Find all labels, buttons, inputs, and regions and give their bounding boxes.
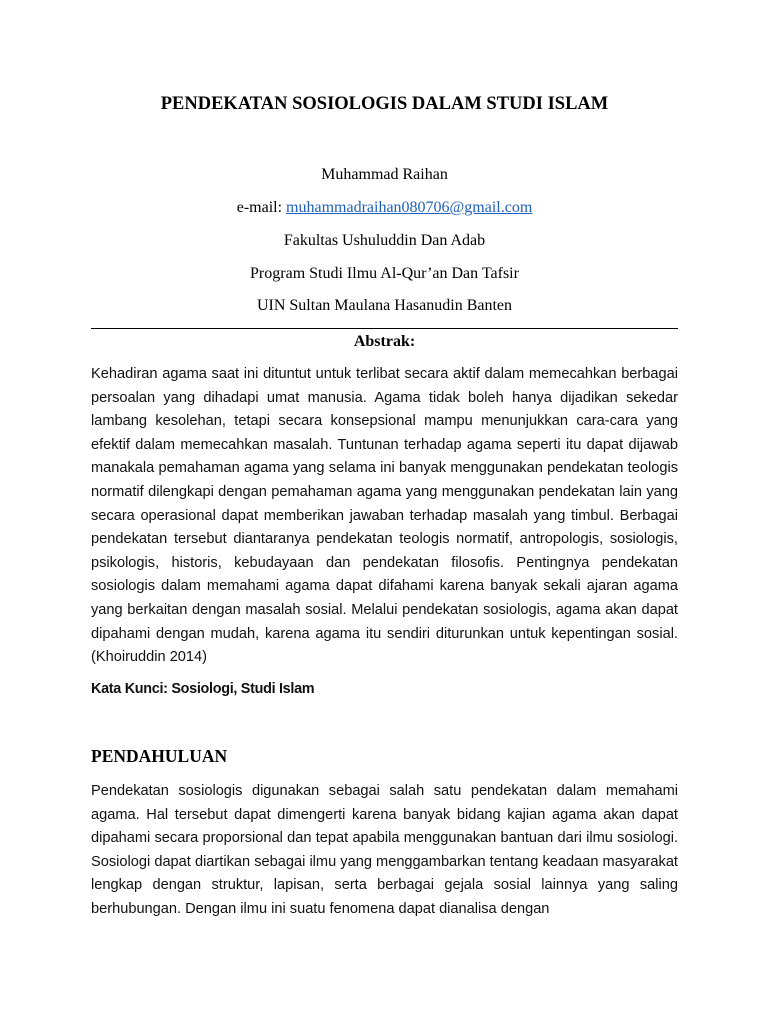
header-divider	[91, 328, 678, 329]
section-heading-introduction: PENDAHULUAN	[91, 746, 228, 766]
abstract-text: Kehadiran agama saat ini dituntut untuk terlibat secara aktif dalam memecahkan berbagai persoalan yang dihadapi umat manusia. Agama tidak boleh hanya dijadikan sekedar lambang kesolehan, tetapi secara konsepsional mampu menunjukkan cara-cara yang efektif dalam memecahkan masalah. Tuntunan terhadap agama seperti itu dapat dijawab manakala pemahaman agama yang selama ini banyak menggunakan pendekatan teologis normatif dilengkapi dengan pemahaman agama yang menggunakan pendekatan lain yang secara operasional dapat memberikan jawaban terhadap masalah yang timbul. Berbagai pendekatan tersebut diantaranya pendekatan teologis normatif, antropologis, sosiologis, psikologis, historis, kebudayaan dan pendekatan filosofis. Pentingnya pendekatan sosiologis dalam memahami agama dapat difahami karena banyak sekali ajaran agama yang berkaitan dengan masalah sosial. Melalui pendekatan sosiologis, agama akan dapat dipahami dengan mudah, karena agama itu sendiri diturunkan untuk kepentingan sosial.(Khoiruddin 2014)	[91, 366, 678, 666]
introduction-text: Pendekatan sosiologis digunakan sebagai salah satu pendekatan dalam memahami agama. Hal tersebut dapat dimengerti karena banyak bidang kajian agama akan dapat dipahami secara proporsional dan tepat apabila menggunakan bantuan dari ilmu sosiologi. Sosiologi dapat diartikan sebagai ilmu yang menggambarkan tentang keadaan masyarakat lengkap dengan struktur, lapisan, serta berbagai gejala sosial lainnya yang saling berhubungan. Dengan ilmu ini suatu fenomena dapat dianalisa dengan	[91, 783, 678, 917]
keywords: Kata Kunci: Sosiologi, Studi Islam	[91, 681, 315, 697]
author-faculty: Fakultas Ushuluddin Dan Adab	[283, 232, 486, 249]
author-name: Muhammad Raihan	[321, 166, 448, 183]
author-email-line	[91, 199, 678, 217]
author-university: UIN Sultan Maulana Hasanudin Banten	[256, 297, 513, 314]
email-link[interactable]: muhammadraihan080706@gmail.com	[286, 199, 533, 216]
document-title: PENDEKATAN SOSIOLOGIS DALAM STUDI ISLAM	[160, 94, 609, 114]
email-label: e-mail:	[236, 199, 287, 216]
abstract-heading: Abstrak:	[353, 333, 416, 350]
author-program: Program Studi Ilmu Al-Qur’an Dan Tafsir	[250, 265, 519, 282]
